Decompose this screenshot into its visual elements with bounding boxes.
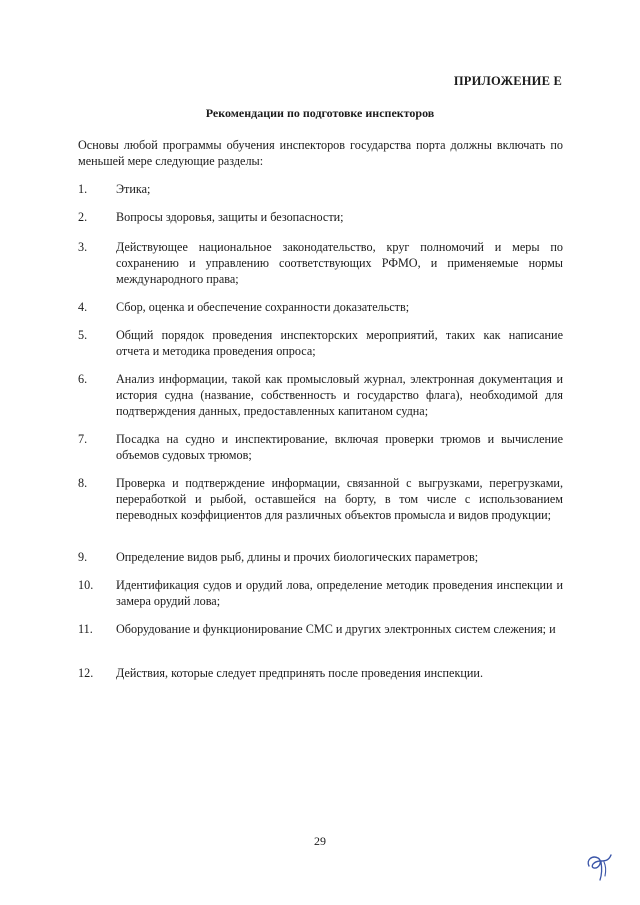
- list-item-number: 5.: [78, 328, 88, 342]
- list-item-text: Идентификация судов и орудий лова, определение методик проведения инспекции и замера орудий лова;: [116, 578, 563, 608]
- list-item-number: 4.: [78, 300, 88, 314]
- list-item-text: Действующее национальное законодательство, круг полномочий и меры по сохранению и управлению соответствующих РФМО, и применяемые нормы международного права;: [116, 240, 563, 286]
- list-item-text: Определение видов рыб, длины и прочих биологических параметров;: [116, 550, 479, 564]
- list-item-number: 11.: [78, 622, 93, 636]
- list-item-text: Проверка и подтверждение информации, связанной с выгрузками, перегрузками, переработкой и рыбой, оставшейся на борту, в том числе с использованием переводных коэффициентов для различных объектов промысла и видов продукции;: [116, 476, 563, 522]
- list-item-number: 6.: [78, 372, 88, 386]
- list-item-text: Этика;: [116, 182, 151, 196]
- list-item-number: 9.: [78, 550, 88, 564]
- list-item-text: Сбор, оценка и обеспечение сохранности доказательств;: [116, 300, 410, 314]
- list-item-text: Посадка на судно и инспектирование, включая проверки трюмов и вычисление объемов судовых трюмов;: [116, 432, 563, 462]
- list-item-number: 3.: [78, 240, 88, 254]
- list-item-number: 12.: [78, 666, 94, 680]
- document-title: Рекомендации по подготовке инспекторов: [205, 106, 435, 120]
- annex-title: ПРИЛОЖЕНИЕ Е: [453, 74, 562, 88]
- list-item-number: 10.: [78, 578, 94, 592]
- intro-paragraph: Основы любой программы обучения инспекторов государства порта должны включать по меньшей мере следующие разделы:: [78, 138, 563, 168]
- page-number: 29: [314, 834, 326, 848]
- list-item-text: Вопросы здоровья, защиты и безопасности;: [116, 210, 344, 224]
- list-item-text: Оборудование и функционирование СМС и других электронных систем слежения; и: [116, 622, 556, 636]
- list-item-text: Анализ информации, такой как промысловый журнал, электронная документация и история судна (название, собственность и государство флага), необходимой для подтверждения данных, предоставленных капитаном судна;: [116, 372, 563, 418]
- list-item-text: Действия, которые следует предпринять после проведения инспекции.: [116, 666, 483, 680]
- list-item-number: 8.: [78, 476, 88, 490]
- list-item-text: Общий порядок проведения инспекторских мероприятий, таких как написание отчета и методика проведения опроса;: [116, 328, 563, 358]
- list-item-number: 2.: [78, 210, 88, 224]
- list-item-number: 7.: [78, 432, 88, 446]
- initials-signature-icon: [582, 846, 616, 884]
- list-item-number: 1.: [78, 182, 88, 196]
